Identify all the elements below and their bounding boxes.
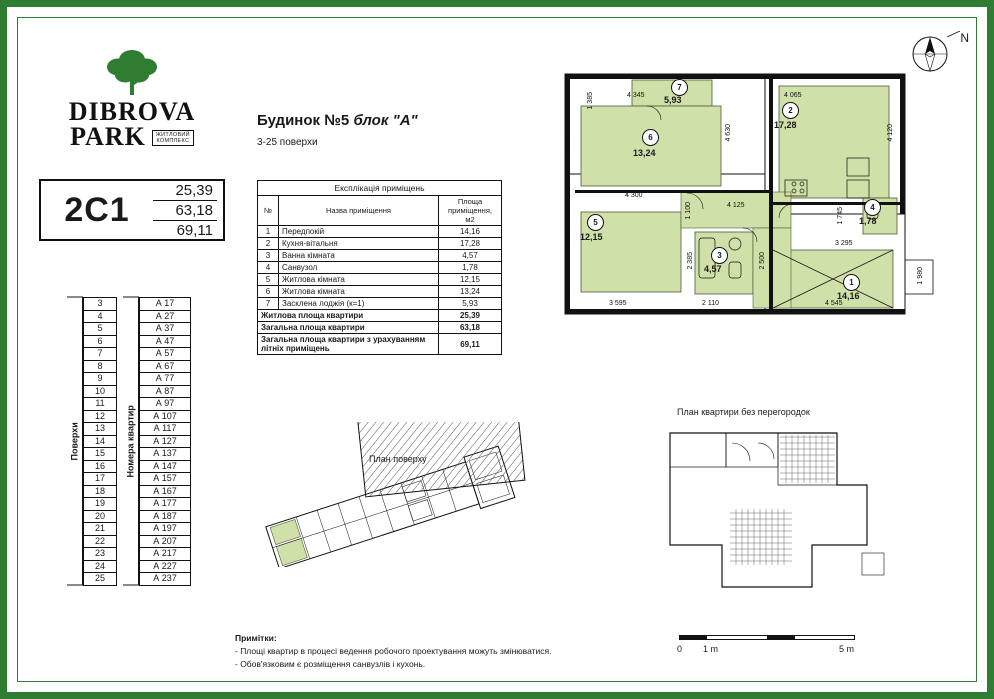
floor-row — [84, 535, 117, 548]
floor-number: 9 — [84, 373, 117, 386]
floor-number: 25 — [84, 573, 117, 586]
floor-row — [84, 485, 117, 498]
floor-plan-drawing — [257, 422, 567, 567]
apartment-number-row — [140, 348, 191, 361]
apartment-type-box — [39, 179, 225, 241]
dimension-2385: 2 385 — [687, 252, 694, 270]
building-title: Будинок №5 — [257, 112, 350, 129]
logo-badge-line1: ЖИТЛОВИЙ — [155, 132, 190, 138]
dimension-1100: 1 100 — [685, 202, 692, 220]
apartment-number-row — [140, 498, 191, 511]
room-marker-2: 2 — [782, 102, 799, 119]
apartment-number: А 37 — [140, 323, 191, 336]
scale-label-5m: 5 m — [839, 644, 855, 654]
room-area: 14,16 — [439, 226, 502, 238]
numbers-column — [123, 297, 191, 586]
table-row — [258, 286, 502, 298]
dimension-4300: 4 300 — [625, 192, 643, 199]
dimension-4065: 4 065 — [784, 92, 802, 99]
dimension-3080: 3 080 — [565, 137, 572, 155]
floor-row — [84, 523, 117, 536]
scale-label-1m: 1 m — [703, 644, 719, 654]
floor-row — [84, 510, 117, 523]
apartment-number-row — [140, 510, 191, 523]
floor-row — [84, 373, 117, 386]
logo-badge — [152, 130, 194, 146]
dimension-4345: 4 345 — [627, 92, 645, 99]
floor-number: 19 — [84, 498, 117, 511]
floor-row — [84, 573, 117, 586]
apartment-type-code: 2С1 — [64, 190, 130, 229]
floor-number: 22 — [84, 535, 117, 548]
floor-number: 14 — [84, 435, 117, 448]
apartment-number-row — [140, 473, 191, 486]
apartment-number: А 147 — [140, 460, 191, 473]
apartment-number: А 107 — [140, 410, 191, 423]
floor-row — [84, 460, 117, 473]
room-area-7: 5,93 — [664, 95, 682, 105]
notes-title: Примітки: — [235, 633, 277, 643]
room-area-1: 14,16 — [837, 291, 860, 301]
table-total-row — [258, 310, 502, 322]
room-name: Житлова кімната — [279, 274, 439, 286]
floor-number: 21 — [84, 523, 117, 536]
floor-number: 5 — [84, 323, 117, 336]
building-floor-plan — [257, 422, 567, 567]
room-area: 13,24 — [439, 286, 502, 298]
apartment-number: А 227 — [140, 560, 191, 573]
floor-number: 13 — [84, 423, 117, 436]
floors-list — [83, 297, 117, 586]
dimension-3600: 3 600 — [565, 232, 572, 250]
room-number: 2 — [258, 238, 279, 250]
floor-row — [84, 473, 117, 486]
apartment-number: А 77 — [140, 373, 191, 386]
room-marker-5: 5 — [587, 214, 604, 231]
floor-row — [84, 410, 117, 423]
apartment-number-row — [140, 448, 191, 461]
floor-number: 20 — [84, 510, 117, 523]
apartment-number: А 97 — [140, 398, 191, 411]
apartment-number: А 167 — [140, 485, 191, 498]
dimension-3595: 3 595 — [609, 300, 627, 307]
apartment-areas — [153, 181, 223, 239]
apartment-number: А 27 — [140, 310, 191, 323]
room-name: Кухня-вітальня — [279, 238, 439, 250]
logo-badge-line2: КОМПЛЕКС — [156, 138, 190, 144]
floor-number: 6 — [84, 335, 117, 348]
explication-caption: Експлікація приміщень — [258, 181, 502, 196]
dimension-2500: 2 500 — [759, 252, 766, 270]
apartment-number-row — [140, 385, 191, 398]
floor-row — [84, 448, 117, 461]
dimension-1385: 1 385 — [587, 92, 594, 110]
floor-row — [84, 423, 117, 436]
apartment-number-row — [140, 573, 191, 586]
apartment-number: А 237 — [140, 573, 191, 586]
total-value: 25,39 — [439, 310, 502, 322]
room-area: 1,78 — [439, 262, 502, 274]
floor-number: 18 — [84, 485, 117, 498]
floor-number: 4 — [84, 310, 117, 323]
apartment-number-row — [140, 323, 191, 336]
apartment-number: А 57 — [140, 348, 191, 361]
numbers-column-label: Номера квартир — [123, 297, 139, 586]
logo — [47, 45, 217, 149]
floor-number: 10 — [84, 385, 117, 398]
plan-without-partitions — [662, 407, 902, 592]
notes-line-1: - Площі квартир в процесі ведення робочого проектування можуть змінюватися. — [235, 646, 552, 656]
floor-row — [84, 398, 117, 411]
dimension-1745: 1 745 — [837, 207, 844, 225]
floor-row — [84, 385, 117, 398]
floor-number: 16 — [84, 460, 117, 473]
explication-col-area: Площа приміщення, м2 — [439, 196, 502, 226]
room-marker-6: 6 — [642, 129, 659, 146]
floor-number: 11 — [84, 398, 117, 411]
table-row — [258, 226, 502, 238]
apartment-number-row — [140, 335, 191, 348]
table-total-row — [258, 322, 502, 334]
room-marker-4: 4 — [864, 199, 881, 216]
apartment-number-row — [140, 298, 191, 311]
floor-number: 15 — [84, 448, 117, 461]
dimension-1980: 1 980 — [917, 267, 924, 285]
notes-block — [235, 632, 551, 671]
floor-row — [84, 335, 117, 348]
apartment-number-row — [140, 460, 191, 473]
room-marker-1: 1 — [843, 274, 860, 291]
apartment-number-row — [140, 523, 191, 536]
apartment-number: А 207 — [140, 535, 191, 548]
room-number: 3 — [258, 250, 279, 262]
room-area: 12,15 — [439, 274, 502, 286]
floor-plan-caption: План поверху — [369, 454, 427, 464]
apartment-number: А 87 — [140, 385, 191, 398]
plan-drawing — [547, 62, 967, 392]
floor-number: 8 — [84, 360, 117, 373]
room-marker-7: 7 — [671, 79, 688, 96]
room-name: Житлова кімната — [279, 286, 439, 298]
dimension-4630: 4 630 — [725, 124, 732, 142]
room-number: 6 — [258, 286, 279, 298]
scale-bar — [677, 627, 869, 654]
floor-row — [84, 435, 117, 448]
table-row — [258, 274, 502, 286]
total-area-value: 63,18 — [153, 201, 217, 221]
dimension-4125: 4 125 — [727, 202, 745, 209]
floor-row — [84, 360, 117, 373]
floor-number: 23 — [84, 548, 117, 561]
compass-north-label: N — [960, 31, 969, 45]
explication-table — [257, 180, 502, 355]
apartment-number-row — [140, 360, 191, 373]
floor-row — [84, 498, 117, 511]
room-area-2: 17,28 — [774, 120, 797, 130]
floor-row — [84, 348, 117, 361]
apartment-number: А 47 — [140, 335, 191, 348]
room-name: Санвузол — [279, 262, 439, 274]
floor-number: 3 — [84, 298, 117, 311]
floors-column-label: Поверхи — [67, 297, 83, 586]
apartment-number-row — [140, 410, 191, 423]
table-row — [258, 262, 502, 274]
apartment-number: А 67 — [140, 360, 191, 373]
apartment-number: А 217 — [140, 548, 191, 561]
apartment-number-row — [140, 535, 191, 548]
scale-label-0: 0 — [677, 644, 683, 654]
tree-icon — [102, 45, 162, 97]
room-area-3: 4,57 — [704, 264, 722, 274]
apartment-numbers-list — [139, 297, 191, 586]
apartment-number: А 157 — [140, 473, 191, 486]
scale-bar-segment — [767, 635, 795, 640]
total-value: 63,18 — [439, 322, 502, 334]
table-row — [258, 298, 502, 310]
floor-row — [84, 310, 117, 323]
room-marker-3: 3 — [711, 247, 728, 264]
apartment-number-row — [140, 423, 191, 436]
floors-range-label: 3-25 поверхи — [257, 137, 318, 148]
table-total-row — [258, 334, 502, 355]
block-title: блок "А" — [353, 112, 418, 129]
apartment-number: А 187 — [140, 510, 191, 523]
room-number: 4 — [258, 262, 279, 274]
room-area-4: 1,78 — [859, 216, 877, 226]
dimension-2110: 2 110 — [702, 300, 719, 307]
floors-apartments-table — [67, 297, 191, 586]
room-area: 4,57 — [439, 250, 502, 262]
total-area-loggia-value: 69,11 — [176, 221, 213, 239]
dimension-4545: 4 545 — [825, 300, 843, 307]
room-area-5: 12,15 — [580, 232, 603, 242]
dimension-4120: 4 120 — [887, 124, 894, 142]
floor-row — [84, 548, 117, 561]
total-label: Загальна площа квартири — [258, 322, 439, 334]
floor-number: 12 — [84, 410, 117, 423]
living-area-value: 25,39 — [153, 181, 217, 201]
apartment-number: А 137 — [140, 448, 191, 461]
explication-col-number: № — [258, 196, 279, 226]
dimension-3295: 3 295 — [835, 240, 853, 247]
apartment-number: А 127 — [140, 435, 191, 448]
room-name: Ванна кімната — [279, 250, 439, 262]
floor-number: 17 — [84, 473, 117, 486]
apartment-number-row — [140, 560, 191, 573]
room-name: Передпокій — [279, 226, 439, 238]
apartment-number-row — [140, 548, 191, 561]
apartment-number-row — [140, 373, 191, 386]
room-area: 17,28 — [439, 238, 502, 250]
total-label: Загальна площа квартири з урахуванням літніх приміщень — [258, 334, 439, 355]
room-area: 5,93 — [439, 298, 502, 310]
table-row — [258, 238, 502, 250]
apartment-floor-plan — [547, 62, 967, 392]
floor-row — [84, 298, 117, 311]
floor-number: 7 — [84, 348, 117, 361]
page-title — [257, 112, 418, 129]
apartment-number-row — [140, 485, 191, 498]
plan-without-partitions-drawing — [662, 425, 902, 600]
room-number: 1 — [258, 226, 279, 238]
notes-line-2: - Обов'язковим є розміщення санвузлів і кухонь. — [235, 659, 426, 669]
total-label: Житлова площа квартири — [258, 310, 439, 322]
floor-row — [84, 323, 117, 336]
explication-col-name: Назва приміщення — [279, 196, 439, 226]
floor-number: 24 — [84, 560, 117, 573]
logo-title-line1: DIBROVA — [68, 97, 196, 126]
apartment-number: А 117 — [140, 423, 191, 436]
scale-bar-segment — [679, 635, 707, 640]
floors-column — [67, 297, 117, 586]
table-row — [258, 250, 502, 262]
apartment-number: А 197 — [140, 523, 191, 536]
apartment-number: А 17 — [140, 298, 191, 311]
apartment-number-row — [140, 310, 191, 323]
room-number: 7 — [258, 298, 279, 310]
room-area-6: 13,24 — [633, 148, 656, 158]
logo-title-line2: PARK — [70, 122, 146, 151]
total-value: 69,11 — [439, 334, 502, 355]
apartment-number: А 177 — [140, 498, 191, 511]
apartment-number-row — [140, 435, 191, 448]
room-name: Засклена лоджія (к=1) — [279, 298, 439, 310]
plan-without-partitions-caption: План квартири без перегородок — [677, 407, 810, 417]
room-number: 5 — [258, 274, 279, 286]
floor-row — [84, 560, 117, 573]
apartment-number-row — [140, 398, 191, 411]
